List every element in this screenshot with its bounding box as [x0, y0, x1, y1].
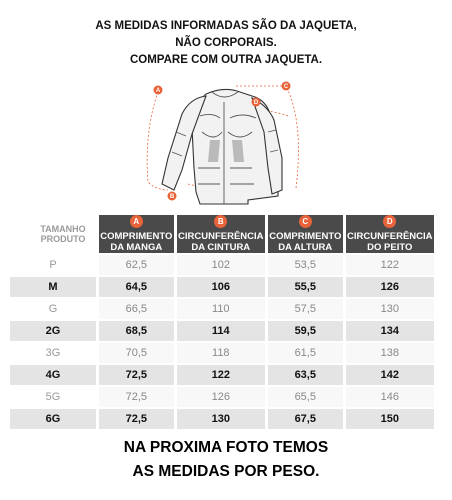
peito-cell: 138	[343, 343, 434, 363]
label-c: C	[283, 84, 289, 91]
notice-line-3: COMPARE COM OUTRA JAQUETA.	[129, 54, 323, 66]
manga-cell: 72,5	[96, 409, 174, 429]
altura-cell: 61,5	[265, 343, 343, 363]
badge-d: D	[383, 215, 396, 228]
column-header-b: B CIRCUNFERÊNCIA DA CINTURA	[174, 215, 265, 253]
cintura-cell: 130	[174, 409, 265, 429]
peito-cell: 126	[343, 277, 434, 297]
table-row	[10, 299, 434, 319]
jacket-diagram	[128, 72, 328, 222]
size-table	[10, 213, 434, 431]
table-row	[10, 343, 434, 363]
cintura-cell: 114	[174, 321, 265, 341]
manga-cell: 72,5	[96, 387, 174, 407]
table-row	[10, 255, 434, 275]
column-header-c: C COMPRIMENTO DA ALTURA	[265, 215, 343, 253]
size-cell: 5G	[10, 387, 96, 407]
manga-cell: 70,5	[96, 343, 174, 363]
cintura-cell: 106	[174, 277, 265, 297]
size-cell: 4G	[10, 365, 96, 385]
peito-cell: 122	[343, 255, 434, 275]
jacket-illustration	[128, 72, 328, 222]
altura-cell: 53,5	[265, 255, 343, 275]
badge-c: C	[299, 215, 312, 228]
notice-line-2: NÃO CORPORAIS.	[175, 37, 277, 49]
altura-cell: 65,5	[265, 387, 343, 407]
peito-cell: 142	[343, 365, 434, 385]
size-cell: 2G	[10, 321, 96, 341]
footer-line-1: NA PROXIMA FOTO TEMOS	[123, 439, 329, 456]
cintura-cell: 122	[174, 365, 265, 385]
cintura-cell: 118	[174, 343, 265, 363]
size-cell: 6G	[10, 409, 96, 429]
peito-cell: 134	[343, 321, 434, 341]
size-cell: M	[10, 277, 96, 297]
label-d: D	[253, 100, 259, 107]
footer-note	[0, 436, 452, 484]
peito-cell: 146	[343, 387, 434, 407]
altura-cell: 67,5	[265, 409, 343, 429]
altura-cell: 57,5	[265, 299, 343, 319]
size-cell: P	[10, 255, 96, 275]
size-cell: G	[10, 299, 96, 319]
size-cell: 3G	[10, 343, 96, 363]
table-row	[10, 387, 434, 407]
cintura-cell: 110	[174, 299, 265, 319]
size-column-header: TAMANHO PRODUTO	[40, 224, 86, 244]
altura-cell: 55,5	[265, 277, 343, 297]
table-row	[10, 321, 434, 341]
manga-cell: 62,5	[96, 255, 174, 275]
badge-b: B	[214, 215, 227, 228]
cintura-cell: 102	[174, 255, 265, 275]
manga-cell: 72,5	[96, 365, 174, 385]
table-row	[10, 365, 434, 385]
peito-cell: 150	[343, 409, 434, 429]
table-row	[10, 277, 434, 297]
column-header-d: D CIRCUNFERÊNCIA DO PEITO	[343, 215, 434, 253]
table-row	[10, 409, 434, 429]
manga-cell: 68,5	[96, 321, 174, 341]
cintura-cell: 126	[174, 387, 265, 407]
badge-a: A	[130, 215, 143, 228]
peito-cell: 130	[343, 299, 434, 319]
label-a: A	[155, 88, 161, 95]
footer-line-2: AS MEDIDAS POR PESO.	[132, 463, 320, 480]
column-header-a: A COMPRIMENTO DA MANGA	[96, 215, 174, 253]
altura-cell: 63,5	[265, 365, 343, 385]
manga-cell: 64,5	[96, 277, 174, 297]
manga-cell: 66,5	[96, 299, 174, 319]
altura-cell: 59,5	[265, 321, 343, 341]
label-b: B	[169, 194, 175, 201]
size-table-header	[10, 215, 434, 253]
notice-line-1: AS MEDIDAS INFORMADAS SÃO DA JAQUETA,	[95, 20, 357, 32]
measurement-notice	[0, 18, 452, 69]
